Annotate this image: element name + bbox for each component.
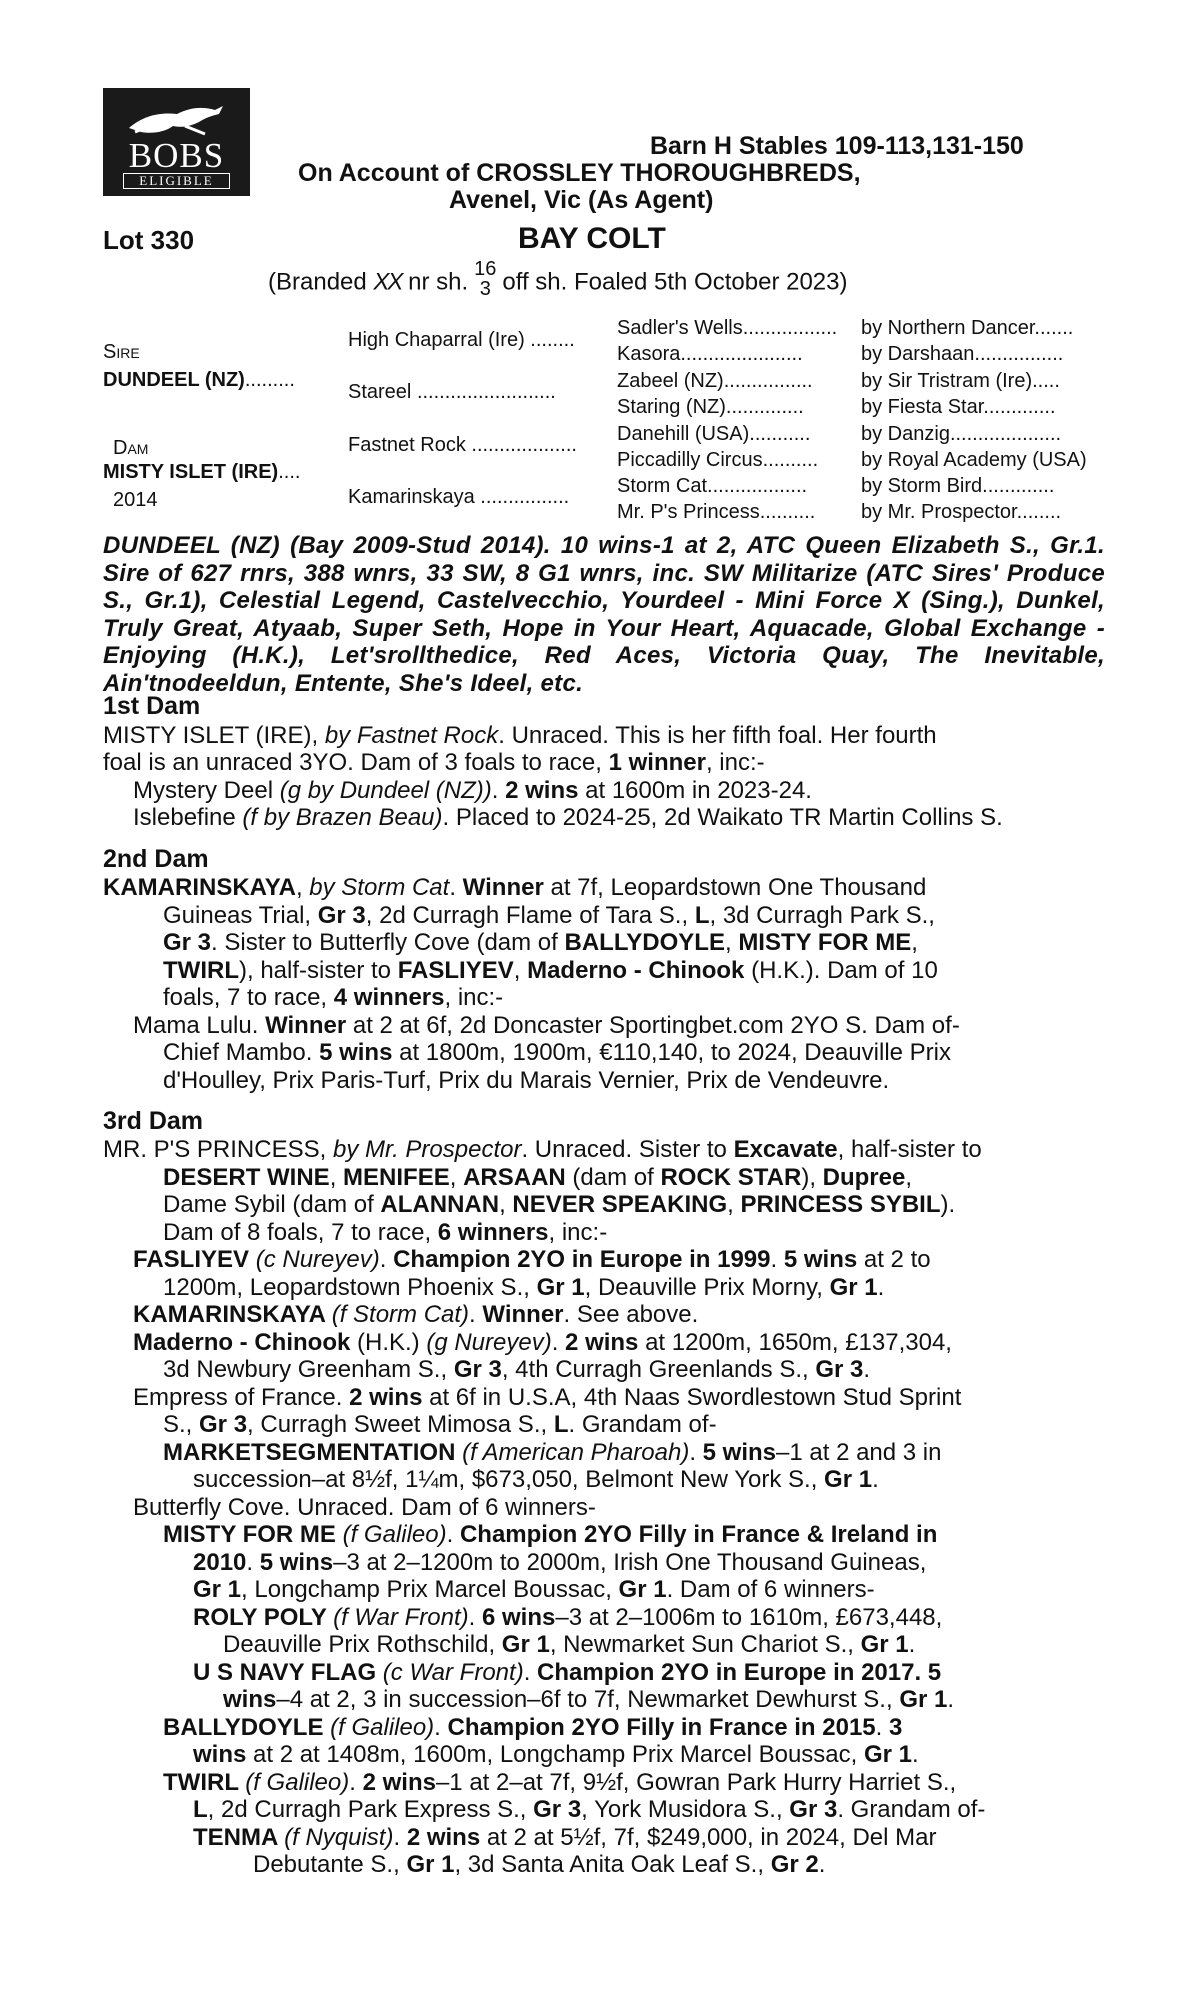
brand-fraction: 16 3 — [474, 258, 497, 300]
vendor-account: On Account of CROSSLEY THOROUGHBREDS, — [298, 159, 861, 187]
sire-summary: DUNDEEL (NZ) (Bay 2009-Stud 2014). 10 wins-1 at 2, ATC Queen Elizabeth S., Gr.1. Sire of 627 rnrs, 388 wnrs, 33 SW, 8 G1 wnrs, inc. SW Militarize (ATC Sires' Produce S., Gr.1), Celestial Legend, Castelvecchio, Yourdeel - Mini Force X (Sing.), Dunkel, Truly Great, Atyaab, Super Seth, Hope in Your Heart, Aquacade, Global Exchange - Enjoying (H.K.), Let'srollthedice, Red Aces, Victoria Quay, The Inevitable, Ain'tnodeeldun, Entente, She's Ideel, etc. — [103, 532, 1105, 697]
progeny-entry: ROLY POLY (f War Front). 6 wins–3 at 2–1006m to 1610m, £673,448, — [193, 1604, 943, 1631]
progeny-entry: 2010. 5 wins–3 at 2–1200m to 2000m, Irish One Thousand Guineas, — [193, 1549, 927, 1576]
progeny-entry: 3d Newbury Greenham S., Gr 3, 4th Curragh Greenlands S., Gr 3. — [163, 1356, 871, 1383]
progeny-entry: Debutante S., Gr 1, 3d Santa Anita Oak Leaf S., Gr 2. — [253, 1851, 826, 1878]
vendor-location: Avenel, Vic (As Agent) — [449, 186, 714, 214]
pedigree-gen3-5: Danehill (USA)........... — [617, 423, 811, 445]
pedigree-gen3-6: Piccadilly Circus.......... — [617, 449, 819, 471]
logo-eligible: ELIGIBLE — [123, 173, 230, 189]
progeny-entry: wins–4 at 2, 3 in succession–6f to 7f, Newmarket Dewhurst S., Gr 1. — [223, 1686, 955, 1713]
progeny-entry: wins at 2 at 1408m, 1600m, Longchamp Prix Marcel Boussac, Gr 1. — [193, 1741, 919, 1768]
third-dam-line: Dam of 8 foals, 7 to race, 6 winners, inc:- — [163, 1219, 608, 1246]
bobs-logo — [103, 88, 250, 196]
first-dam-line: foal is an unraced 3YO. Dam of 3 foals to race, 1 winner, inc:- — [103, 749, 765, 776]
sire-label: Sire — [103, 341, 140, 363]
pedigree-gen3-6-sire: by Royal Academy (USA) — [861, 449, 1087, 471]
progeny-entry: 1200m, Leopardstown Phoenix S., Gr 1, Deauville Prix Morny, Gr 1. — [163, 1274, 885, 1301]
pedigree-gen3-7: Storm Cat.................. — [617, 475, 808, 497]
second-dam-line: TWIRL), half-sister to FASLIYEV, Maderno - Chinook (H.K.). Dam of 10 — [163, 957, 938, 984]
pedigree-gen3-2: Kasora...................... — [617, 343, 803, 365]
first-dam-line: MISTY ISLET (IRE), by Fastnet Rock. Unraced. This is her fifth foal. Her fourth — [103, 722, 937, 749]
pedigree-gen3-3: Zabeel (NZ)................ — [617, 370, 813, 392]
third-dam-heading: 3rd Dam — [103, 1107, 204, 1135]
pedigree-gen3-5-sire: by Danzig.................... — [861, 423, 1062, 445]
pedigree-gen3-8-sire: by Mr. Prospector........ — [861, 501, 1062, 523]
brand-mark: XX — [373, 268, 402, 296]
progeny-entry: succession–at 8½f, 1¼m, $673,050, Belmont New York S., Gr 1. — [193, 1466, 879, 1493]
pedigree-gen3-7-sire: by Storm Bird............. — [861, 475, 1055, 497]
dam-year: 2014 — [113, 489, 158, 511]
third-dam-line: DESERT WINE, MENIFEE, ARSAAN (dam of ROCK STAR), Dupree, — [163, 1164, 913, 1191]
progeny-entry: S., Gr 3, Curragh Sweet Mimosa S., L. Grandam of- — [163, 1411, 717, 1438]
progeny-entry: MARKETSEGMENTATION (f American Pharoah). 5 wins–1 at 2 and 3 in — [163, 1439, 942, 1466]
pedigree-gen2-3: Fastnet Rock ................... — [348, 434, 577, 456]
second-dam-line: Gr 3. Sister to Butterfly Cove (dam of BALLYDOYLE, MISTY FOR ME, — [163, 929, 918, 956]
second-dam-line: KAMARINSKAYA, by Storm Cat. Winner at 7f, Leopardstown One Thousand — [103, 874, 927, 901]
pedigree-gen2-1: High Chaparral (Ire) ........ — [348, 329, 575, 351]
pedigree-gen3-1: Sadler's Wells................. — [617, 317, 838, 339]
third-dam-line: Dame Sybil (dam of ALANNAN, NEVER SPEAKING, PRINCESS SYBIL). — [163, 1191, 956, 1218]
third-dam-line: MR. P'S PRINCESS, by Mr. Prospector. Unraced. Sister to Excavate, half-sister to — [103, 1136, 982, 1163]
pedigree-gen3-4: Staring (NZ).............. — [617, 396, 804, 418]
dam-label: Dam — [113, 437, 149, 459]
lot-title: BAY COLT — [518, 222, 666, 255]
progeny-entry: Mama Lulu. Winner at 2 at 6f, 2d Doncaster Sportingbet.com 2YO S. Dam of- — [133, 1012, 960, 1039]
barn-info: Barn H Stables 109-113,131-150 — [650, 132, 1024, 160]
progeny-entry: TENMA (f Nyquist). 2 wins at 2 at 5½f, 7f, $249,000, in 2024, Del Mar — [193, 1824, 937, 1851]
progeny-entry: Islebefine (f by Brazen Beau). Placed to 2024-25, 2d Waikato TR Martin Collins S. — [133, 804, 1003, 831]
second-dam-line: Guineas Trial, Gr 3, 2d Curragh Flame of Tara S., L, 3d Curragh Park S., — [163, 902, 935, 929]
dam-name: MISTY ISLET (IRE).... — [103, 461, 301, 483]
progeny-entry: FASLIYEV (c Nureyev). Champion 2YO in Europe in 1999. 5 wins at 2 to — [133, 1246, 931, 1273]
progeny-entry: Chief Mambo. 5 wins at 1800m, 1900m, €110,140, to 2024, Deauville Prix — [163, 1039, 951, 1066]
progeny-entry: Gr 1, Longchamp Prix Marcel Boussac, Gr 1. Dam of 6 winners- — [193, 1576, 875, 1603]
progeny-entry: Maderno - Chinook (H.K.) (g Nureyev). 2 wins at 1200m, 1650m, £137,304, — [133, 1329, 952, 1356]
progeny-entry: KAMARINSKAYA (f Storm Cat). Winner. See above. — [133, 1301, 699, 1328]
progeny-entry: TWIRL (f Galileo). 2 wins–1 at 2–at 7f, 9½f, Gowran Park Hurry Harriet S., — [163, 1769, 957, 1796]
second-dam-line: foals, 7 to race, 4 winners, inc:- — [163, 984, 504, 1011]
progeny-entry: L, 2d Curragh Park Express S., Gr 3, York Musidora S., Gr 3. Grandam of- — [193, 1796, 986, 1823]
second-dam-heading: 2nd Dam — [103, 845, 209, 873]
lot-number: Lot 330 — [103, 225, 195, 255]
first-dam-heading: 1st Dam — [103, 692, 201, 720]
pedigree-gen3-4-sire: by Fiesta Star............. — [861, 396, 1056, 418]
logo-bobs: BOBS — [128, 136, 225, 175]
progeny-entry: Mystery Deel (g by Dundeel (NZ)). 2 wins at 1600m in 2023-24. — [133, 777, 812, 804]
pedigree-gen2-2: Stareel ......................... — [348, 381, 556, 403]
horse-icon — [125, 102, 229, 136]
brand-foaled-line: (Branded XX nr sh. 16 3 off sh. Foaled 5th October 2023) — [268, 258, 848, 300]
sire-name: DUNDEEL (NZ)......... — [103, 369, 295, 391]
pedigree-gen3-1-sire: by Northern Dancer....... — [861, 317, 1074, 339]
pedigree-gen3-3-sire: by Sir Tristram (Ire)..... — [861, 370, 1060, 392]
progeny-entry: Butterfly Cove. Unraced. Dam of 6 winners- — [133, 1494, 596, 1521]
progeny-entry: BALLYDOYLE (f Galileo). Champion 2YO Filly in France in 2015. 3 — [163, 1714, 903, 1741]
pedigree-gen3-2-sire: by Darshaan................ — [861, 343, 1064, 365]
pedigree-gen3-8: Mr. P's Princess.......... — [617, 501, 816, 523]
progeny-entry: Deauville Prix Rothschild, Gr 1, Newmarket Sun Chariot S., Gr 1. — [223, 1631, 916, 1658]
progeny-entry: U S NAVY FLAG (c War Front). Champion 2YO in Europe in 2017. 5 — [193, 1659, 942, 1686]
progeny-entry: d'Houlley, Prix Paris-Turf, Prix du Marais Vernier, Prix de Vendeuvre. — [163, 1067, 890, 1094]
pedigree-gen2-4: Kamarinskaya ................ — [348, 486, 570, 508]
progeny-entry: MISTY FOR ME (f Galileo). Champion 2YO Filly in France & Ireland in — [163, 1521, 938, 1548]
progeny-entry: Empress of France. 2 wins at 6f in U.S.A, 4th Naas Swordlestown Stud Sprint — [133, 1384, 962, 1411]
